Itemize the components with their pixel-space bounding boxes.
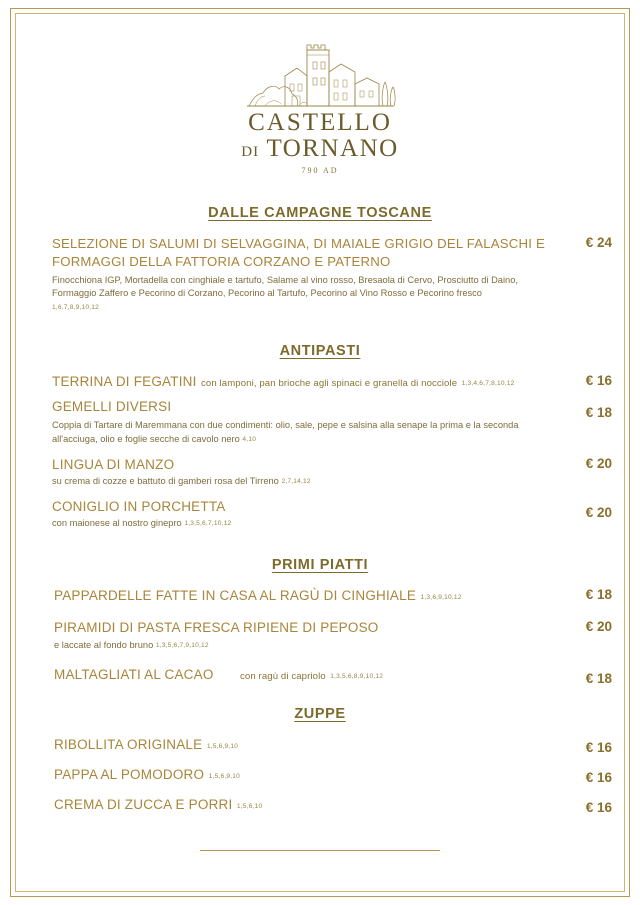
menu-item-allergens: 1,6,7,8,9,10,12 xyxy=(52,304,99,312)
menu-item-description xyxy=(52,419,522,447)
menu-item-price: € 16 xyxy=(585,740,612,755)
menu-item-allergens: 2,7,14,12 xyxy=(281,478,311,486)
menu-item-subtitle: con ragù di capriolo xyxy=(240,671,326,682)
menu-content xyxy=(22,20,618,885)
menu-item-price: € 18 xyxy=(585,671,612,686)
menu-item-name: PIRAMIDI DI PASTA FRESCA RIPIENE DI PEPOSO xyxy=(54,620,379,636)
castle-illustration-icon xyxy=(235,36,405,108)
menu-item-name: TERRINA DI FEGATINI xyxy=(52,374,197,390)
menu-item-price: € 18 xyxy=(585,405,612,421)
logo-year-text: 790 AD xyxy=(301,165,339,175)
menu-item-allergens: 1,3,5,6,7,9,10,12 xyxy=(155,642,209,650)
menu-item xyxy=(22,796,618,814)
menu-item xyxy=(22,619,618,653)
section-title-campagne: DALLE CAMPAGNE TOSCANE xyxy=(208,204,432,221)
section-title-primi: PRIMI PIATTI xyxy=(271,557,369,574)
menu-item-allergens: 4,10 xyxy=(242,436,257,444)
section-title-zuppe: ZUPPE xyxy=(294,706,346,722)
menu-item-price: € 20 xyxy=(585,505,612,521)
menu-item-name: MALTAGLIATI AL CACAO xyxy=(54,667,214,682)
menu-item-price: € 16 xyxy=(585,800,612,815)
menu-item-price: € 24 xyxy=(585,234,612,250)
logo-di-tornano-text xyxy=(22,136,618,162)
menu-item-name: PAPPA AL POMODORO xyxy=(54,767,205,782)
menu-item-description xyxy=(54,639,524,653)
logo-castello-text: CASTELLO xyxy=(248,109,392,136)
menu-item-allergens: 1,3,6,9,10,12 xyxy=(420,594,462,602)
logo-di-text: DI xyxy=(241,144,260,161)
menu-item xyxy=(22,766,618,784)
menu-item-price: € 16 xyxy=(585,373,612,389)
menu-item-description xyxy=(52,517,522,531)
menu-item xyxy=(22,373,618,391)
menu-item xyxy=(22,736,618,754)
menu-item-price: € 20 xyxy=(585,456,612,472)
menu-item-price: € 20 xyxy=(585,619,612,635)
menu-item-name: PAPPARDELLE FATTE IN CASA AL RAGÙ DI CINGHIALE xyxy=(54,588,417,604)
menu-item-name: CONIGLIO IN PORCHETTA xyxy=(52,499,226,515)
menu-item-subtitle: con lamponi, pan brioche agli spinaci e granella di nocciole xyxy=(201,378,458,390)
menu-item xyxy=(22,456,618,489)
menu-item-allergens: 1,5,6,9,10 xyxy=(208,773,240,780)
menu-item xyxy=(22,235,618,316)
menu-item-name: CREMA DI ZUCCA E PORRI xyxy=(54,797,233,812)
section-title-antipasti: ANTIPASTI xyxy=(279,343,361,360)
menu-item-description-text: con maionese al nostro ginepro xyxy=(52,518,182,529)
menu-item-name: RIBOLLITA ORIGINALE xyxy=(54,737,203,752)
menu-item xyxy=(22,587,618,605)
menu-item-description-text: su crema di cozze e battuto di gamberi rosa del Tirreno xyxy=(52,476,279,487)
menu-item xyxy=(22,666,618,684)
menu-item-allergens: 1,5,6,9,10 xyxy=(206,743,239,750)
menu-item-description-text: Finocchiona IGP, Mortadella con cinghiale e tartufo, Salame al vino rosso, Bresaola di Cervo, Prosciutto di Daino, Formaggio Zaffero e Pecorino di Corzano, Pecorino al Tartufo, Pecorino al Vino Rosso e Pecorino fresco xyxy=(52,274,518,299)
bottom-divider xyxy=(200,850,440,851)
restaurant-logo xyxy=(22,20,618,175)
menu-item-allergens: 1,5,6,10 xyxy=(236,803,263,810)
logo-tornano-text: TORNANO xyxy=(266,135,399,163)
menu-item-name: SELEZIONE DI SALUMI DI SELVAGGINA, DI MAIALE GRIGIO DEL FALASCHI E FORMAGGI DELLA FATTORIA CORZANO E PATERNO xyxy=(52,235,545,269)
menu-item-description xyxy=(52,274,522,316)
menu-item-price: € 16 xyxy=(585,770,612,785)
menu-item xyxy=(22,498,618,531)
menu-item-description xyxy=(52,475,522,489)
menu-item xyxy=(22,398,618,447)
menu-item-name: GEMELLI DIVERSI xyxy=(52,399,172,415)
menu-item-description-text: Coppia di Tartare di Maremmana con due condimenti: olio, sale, pepe e salsina alla senape la prima e la seconda all'acciuga, olio e foglie secche di cavolo nero xyxy=(52,420,519,445)
menu-item-allergens: 1,3,4,6,7,8,10,12 xyxy=(461,380,515,388)
menu-item-price: € 18 xyxy=(585,587,612,603)
menu-item-name: LINGUA DI MANZO xyxy=(52,457,175,473)
menu-item-description-text: e laccate al fondo bruno xyxy=(54,640,154,651)
menu-item-allergens: 1,3,5,6,7,10,12 xyxy=(184,520,232,528)
menu-item-allergens: 1,3,5,6,8,9,10,12 xyxy=(330,673,384,680)
